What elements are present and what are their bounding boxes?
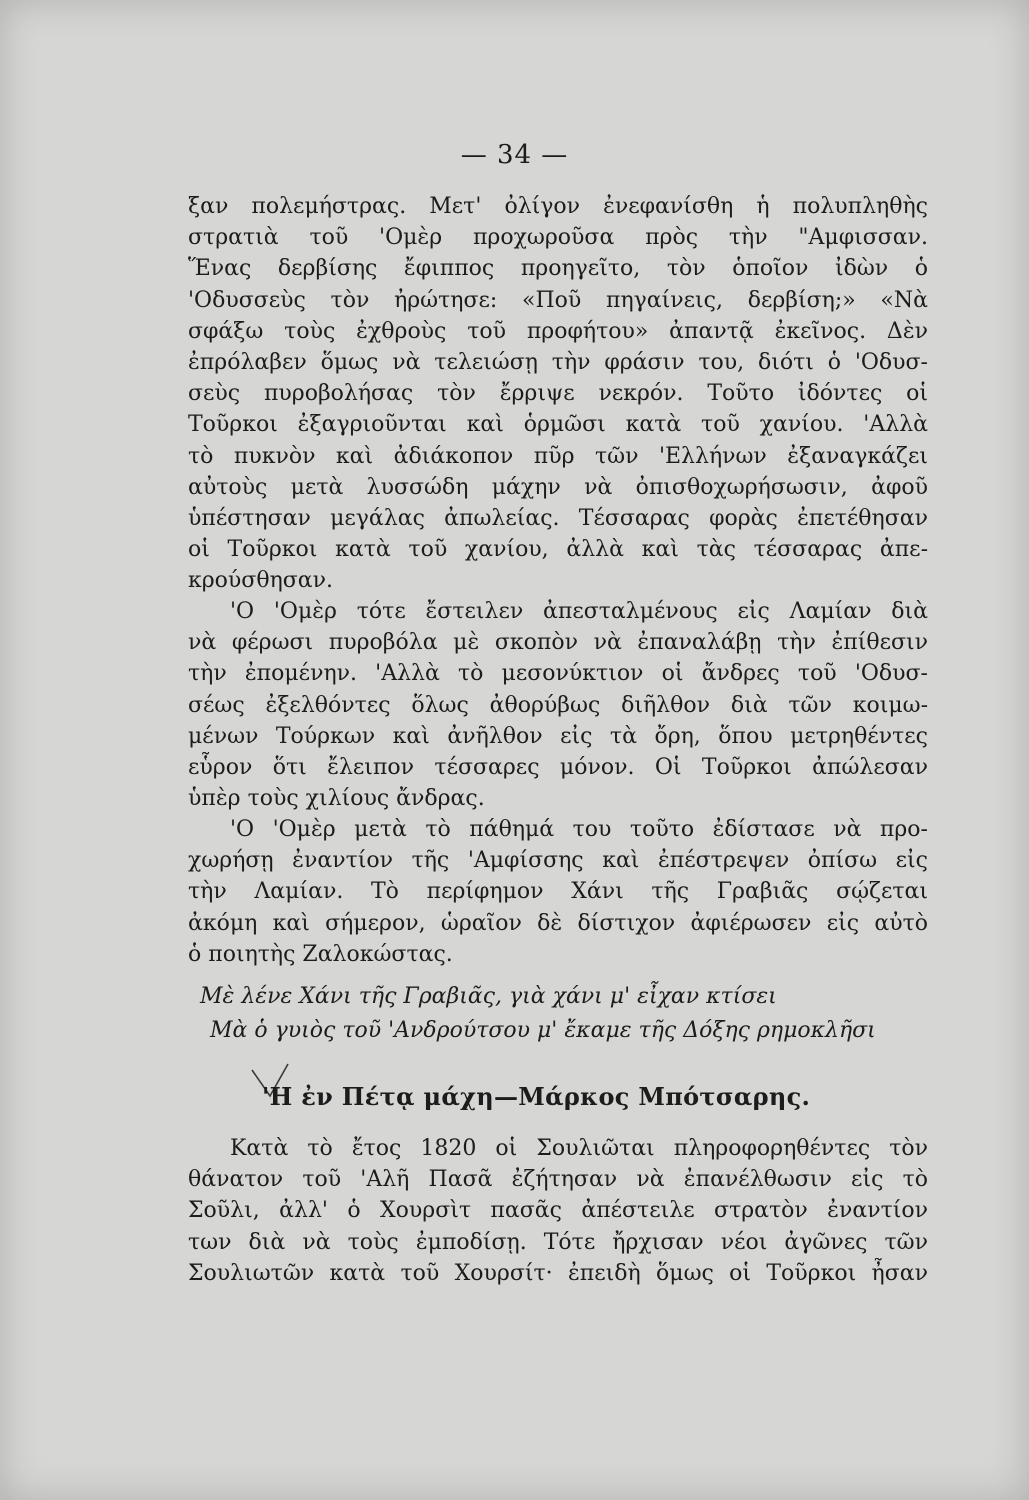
- text-line: εὗρον ὅτι ἔλειπον τέσσαρες μόνον. Οἱ Τοῦρκοι ἀπώλεσαν: [188, 754, 928, 780]
- text-line: ὑπὲρ τοὺς χιλίους ἄνδρας.: [188, 786, 485, 812]
- text-line: Τοῦρκοι ἐξαγριοῦνται καὶ ὁρμῶσι κατὰ τοῦ χανίου. 'Αλλὰ: [188, 412, 928, 438]
- text-line: Ἕνας δερβίσης ἔφιππος προηγεῖτο, τὸν ὁποῖον ἰδὼν ὁ: [188, 256, 928, 282]
- page-number: — 34 —: [460, 140, 569, 170]
- text-line: αὐτοὺς μετὰ λυσσώδη μάχην νὰ ὀπισθοχωρήσωσιν, ἀφοῦ: [188, 474, 928, 500]
- text-line: Κατὰ τὸ ἔτος 1820 οἱ Σουλιῶται πληροφορηθέντες τὸν: [230, 1136, 928, 1161]
- text-line: θάνατον τοῦ 'Αλῆ Πασᾶ ἐζήτησαν νὰ ἐπανέλθωσιν εἰς τὸ: [188, 1167, 928, 1193]
- text-line: τὴν ἐπομένην. 'Αλλὰ τὸ μεσονύκτιον οἱ ἄνδρες τοῦ 'Οδυσ-: [188, 661, 928, 687]
- text-line: οἱ Τοῦρκοι κατὰ τοῦ χανίου, ἀλλὰ καὶ τὰς τέσσαρας ἀπε-: [188, 537, 928, 563]
- text-line: τὸ πυκνὸν καὶ ἀδιάκοπον πῦρ τῶν 'Ελλήνων ἐξαναγκάζει: [188, 443, 928, 469]
- paragraph-2: [188, 596, 928, 814]
- paragraph-4: [188, 1133, 928, 1289]
- text-line: κρούσθησαν.: [188, 568, 333, 594]
- text-line: ὁ ποιητὴς Ζαλοκώστας.: [188, 941, 453, 967]
- text-line: νὰ φέρωσι πυροβόλα μὲ σκοπὸν νὰ ἐπαναλάβῃ τὴν ἐπίθεσιν: [188, 630, 928, 656]
- text-line: 'Ο 'Ομὲρ τότε ἔστειλεν ἀπεσταλμένους εἰς Λαμίαν διὰ: [230, 599, 928, 624]
- text-line: τὴν Λαμίαν. Τὸ περίφημον Χάνι τῆς Γραβιᾶς σῴζεται: [188, 879, 928, 905]
- verse-line: Μὲ λένε Χάνι τῆς Γραβιᾶς, γιὰ χάνι μ' εἶχαν κτίσει: [200, 984, 777, 1009]
- verse-couplet: [200, 980, 960, 1048]
- text-line: σφάξω τοὺς ἐχθροὺς τοῦ προφήτου» ἀπαντᾷ ἐκεῖνος. Δὲν: [188, 318, 928, 344]
- text-line: ἐπρόλαβεν ὅμως νὰ τελειώσῃ τὴν φράσιν του, διότι ὁ 'Οδυσ-: [188, 349, 928, 375]
- text-line: χωρήσῃ ἐναντίον τῆς 'Αμφίσσης καὶ ἐπέστρεψεν ὀπίσω εἰς: [188, 848, 928, 874]
- text-line: Σουλιωτῶν κατὰ τοῦ Χουρσίτ· ἐπειδὴ ὅμως οἱ Τοῦρκοι ἦσαν: [188, 1260, 928, 1286]
- paragraph-3: [188, 814, 928, 970]
- text-line: 'Οδυσσεὺς τὸν ἠρώτησε: «Ποῦ πηγαίνεις, δερβίση;» «Νὰ: [188, 287, 928, 313]
- text-line: σέως ἐξελθόντες ὅλως ἀθορύβως διῆλθον διὰ τῶν κοιμω-: [188, 692, 928, 718]
- text-line: Σοῦλι, ἀλλ' ὁ Χουρσὶτ πασᾶς ἀπέστειλε στρατὸν ἐναντίον: [188, 1198, 928, 1224]
- text-line: ὑπέστησαν μεγάλας ἀπωλείας. Τέσσαρας φορὰς ἐπετέθησαν: [188, 505, 928, 531]
- section-heading: 'Η ἐν Πέτᾳ μάχη—Μάρκος Μπότσαρης.: [262, 1082, 811, 1111]
- verse-line: Μὰ ὁ γυιὸς τοῦ 'Ανδρούτσου μ' ἔκαμε τῆς Δόξης ρημοκλῆσι: [210, 1018, 876, 1043]
- text-line: στρατιὰ τοῦ 'Ομὲρ προχωροῦσα πρὸς τὴν "Αμφισσαν.: [188, 225, 928, 251]
- text-line: 'Ο 'Ομὲρ μετὰ τὸ πάθημά του τοῦτο ἐδίστασε νὰ προ-: [230, 817, 928, 842]
- text-line: ἀκόμη καὶ σήμερον, ὡραῖον δὲ δίστιχον ἀφιέρωσεν εἰς αὐτὸ: [188, 910, 928, 936]
- text-line: σεὺς πυροβολήσας τὸν ἔρριψε νεκρόν. Τοῦτο ἰδόντες οἱ: [188, 381, 928, 407]
- paragraph-1: [188, 191, 928, 596]
- text-line: ξαν πολεμήστρας. Μετ' ὀλίγον ἐνεφανίσθη ἡ πολυπληθὴς: [188, 194, 928, 219]
- text-line: των διὰ νὰ τοὺς ἐμποδίσῃ. Τότε ἤρχισαν νέοι ἀγῶνες τῶν: [188, 1229, 928, 1255]
- text-line: μένων Τούρκων καὶ ἀνῆλθον εἰς τὰ ὄρη, ὅπου μετρηθέντες: [188, 723, 928, 749]
